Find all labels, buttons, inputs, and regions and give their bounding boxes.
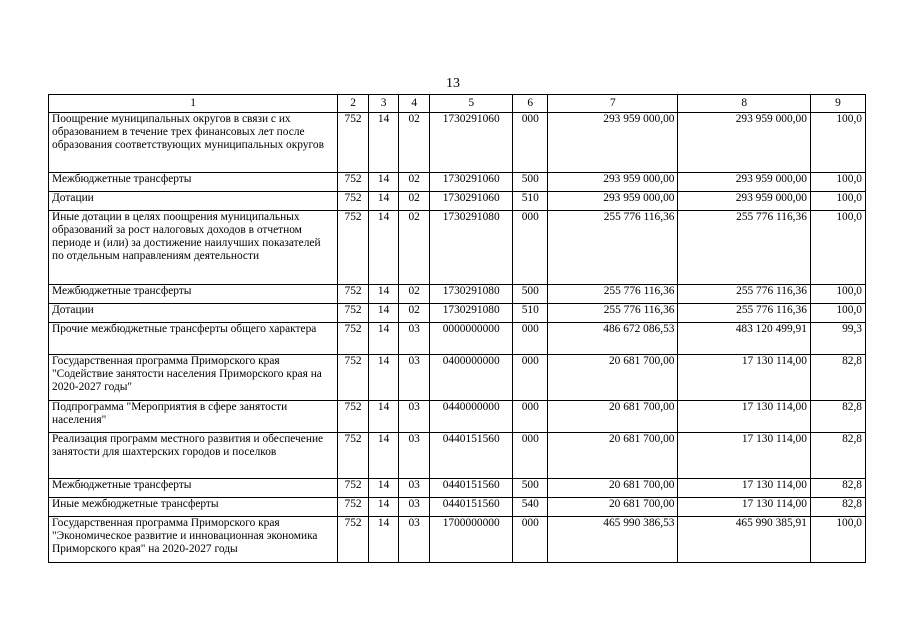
cell-subsection: 03 [399, 517, 430, 563]
cell-ministry-code: 752 [338, 113, 369, 173]
cell-planned: 20 681 700,00 [548, 433, 678, 479]
table-row [49, 304, 866, 323]
column-header: 8 [678, 95, 810, 113]
cell-section: 14 [368, 192, 399, 211]
cell-expense-type: 000 [513, 433, 548, 479]
cell-planned: 255 776 116,36 [548, 304, 678, 323]
cell-executed: 17 130 114,00 [678, 498, 810, 517]
cell-section: 14 [368, 498, 399, 517]
row-name: Иные дотации в целях поощрения муниципальных образований за рост налоговых доходов в отчетном периоде и (или) за достижение наилучших показателей по отдельным направлениям деятельности [49, 211, 338, 285]
column-header: 6 [513, 95, 548, 113]
cell-expense-type: 510 [513, 192, 548, 211]
cell-target-code: 1730291080 [429, 285, 513, 304]
cell-executed: 255 776 116,36 [678, 211, 810, 285]
cell-planned: 293 959 000,00 [548, 113, 678, 173]
cell-executed: 255 776 116,36 [678, 285, 810, 304]
table-row [49, 211, 866, 285]
cell-planned: 20 681 700,00 [548, 479, 678, 498]
cell-subsection: 02 [399, 113, 430, 173]
cell-planned: 20 681 700,00 [548, 355, 678, 401]
cell-planned: 486 672 086,53 [548, 323, 678, 355]
row-name: Поощрение муниципальных округов в связи с их образованием в течение трех финансовых лет после образования соответствующих муниципальных округов [49, 113, 338, 173]
cell-executed: 17 130 114,00 [678, 479, 810, 498]
cell-executed: 293 959 000,00 [678, 173, 810, 192]
cell-section: 14 [368, 323, 399, 355]
table-row [49, 285, 866, 304]
cell-subsection: 02 [399, 304, 430, 323]
cell-expense-type: 500 [513, 479, 548, 498]
row-name: Дотации [49, 304, 338, 323]
row-name: Дотации [49, 192, 338, 211]
cell-target-code: 1730291080 [429, 304, 513, 323]
table-row [49, 498, 866, 517]
cell-section: 14 [368, 173, 399, 192]
cell-subsection: 03 [399, 401, 430, 433]
cell-planned: 20 681 700,00 [548, 401, 678, 433]
table-row [49, 192, 866, 211]
column-header: 2 [338, 95, 369, 113]
cell-expense-type: 500 [513, 285, 548, 304]
cell-target-code: 1730291080 [429, 211, 513, 285]
cell-subsection: 02 [399, 192, 430, 211]
cell-ministry-code: 752 [338, 401, 369, 433]
cell-executed: 293 959 000,00 [678, 113, 810, 173]
cell-subsection: 03 [399, 355, 430, 401]
cell-section: 14 [368, 517, 399, 563]
cell-percent: 100,0 [810, 304, 865, 323]
cell-subsection: 03 [399, 433, 430, 479]
cell-percent: 100,0 [810, 211, 865, 285]
cell-subsection: 03 [399, 479, 430, 498]
cell-ministry-code: 752 [338, 498, 369, 517]
cell-expense-type: 000 [513, 211, 548, 285]
cell-target-code: 0400000000 [429, 355, 513, 401]
cell-executed: 293 959 000,00 [678, 192, 810, 211]
cell-percent: 100,0 [810, 517, 865, 563]
cell-ministry-code: 752 [338, 304, 369, 323]
cell-executed: 17 130 114,00 [678, 355, 810, 401]
table-row [49, 517, 866, 563]
cell-ministry-code: 752 [338, 517, 369, 563]
cell-subsection: 02 [399, 173, 430, 192]
table-row [49, 479, 866, 498]
cell-expense-type: 540 [513, 498, 548, 517]
cell-ministry-code: 752 [338, 211, 369, 285]
cell-target-code: 0440151560 [429, 498, 513, 517]
cell-percent: 82,8 [810, 355, 865, 401]
cell-ministry-code: 752 [338, 355, 369, 401]
cell-percent: 100,0 [810, 113, 865, 173]
cell-section: 14 [368, 211, 399, 285]
cell-planned: 20 681 700,00 [548, 498, 678, 517]
cell-ministry-code: 752 [338, 433, 369, 479]
cell-planned: 465 990 386,53 [548, 517, 678, 563]
cell-expense-type: 510 [513, 304, 548, 323]
cell-section: 14 [368, 433, 399, 479]
cell-ministry-code: 752 [338, 173, 369, 192]
cell-section: 14 [368, 113, 399, 173]
cell-target-code: 1730291060 [429, 113, 513, 173]
cell-executed: 17 130 114,00 [678, 433, 810, 479]
cell-section: 14 [368, 285, 399, 304]
budget-table [48, 94, 866, 563]
cell-section: 14 [368, 479, 399, 498]
cell-executed: 483 120 499,91 [678, 323, 810, 355]
cell-subsection: 03 [399, 498, 430, 517]
cell-executed: 17 130 114,00 [678, 401, 810, 433]
cell-ministry-code: 752 [338, 285, 369, 304]
row-name: Межбюджетные трансферты [49, 479, 338, 498]
cell-subsection: 02 [399, 285, 430, 304]
row-name: Реализация программ местного развития и обеспечение занятости для шахтерских городов и поселков [49, 433, 338, 479]
cell-target-code: 0440151560 [429, 479, 513, 498]
cell-target-code: 1700000000 [429, 517, 513, 563]
cell-expense-type: 000 [513, 401, 548, 433]
cell-executed: 465 990 385,91 [678, 517, 810, 563]
row-name: Межбюджетные трансферты [49, 285, 338, 304]
table-row [49, 433, 866, 479]
row-name: Государственная программа Приморского края "Содействие занятости населения Приморского края на 2020-2027 годы" [49, 355, 338, 401]
cell-planned: 255 776 116,36 [548, 211, 678, 285]
cell-expense-type: 000 [513, 323, 548, 355]
column-header: 1 [49, 95, 338, 113]
cell-percent: 100,0 [810, 173, 865, 192]
cell-percent: 82,8 [810, 401, 865, 433]
cell-planned: 255 776 116,36 [548, 285, 678, 304]
cell-target-code: 0440000000 [429, 401, 513, 433]
cell-percent: 82,8 [810, 479, 865, 498]
row-name: Прочие межбюджетные трансферты общего характера [49, 323, 338, 355]
cell-percent: 82,8 [810, 433, 865, 479]
cell-planned: 293 959 000,00 [548, 192, 678, 211]
cell-expense-type: 000 [513, 113, 548, 173]
cell-subsection: 03 [399, 323, 430, 355]
cell-section: 14 [368, 401, 399, 433]
row-name: Подпрограмма "Мероприятия в сфере занятости населения" [49, 401, 338, 433]
column-header: 5 [429, 95, 513, 113]
cell-ministry-code: 752 [338, 192, 369, 211]
cell-percent: 100,0 [810, 192, 865, 211]
cell-target-code: 0440151560 [429, 433, 513, 479]
column-header: 4 [399, 95, 430, 113]
cell-executed: 255 776 116,36 [678, 304, 810, 323]
table-row [49, 355, 866, 401]
row-name: Межбюджетные трансферты [49, 173, 338, 192]
cell-section: 14 [368, 304, 399, 323]
page-number: 13 [446, 76, 460, 91]
column-header: 9 [810, 95, 865, 113]
table-row [49, 323, 866, 355]
cell-ministry-code: 752 [338, 479, 369, 498]
column-header: 7 [548, 95, 678, 113]
cell-target-code: 1730291060 [429, 192, 513, 211]
cell-target-code: 0000000000 [429, 323, 513, 355]
cell-expense-type: 000 [513, 517, 548, 563]
table-row [49, 401, 866, 433]
cell-expense-type: 000 [513, 355, 548, 401]
table-row [49, 113, 866, 173]
cell-target-code: 1730291060 [429, 173, 513, 192]
cell-subsection: 02 [399, 211, 430, 285]
cell-percent: 82,8 [810, 498, 865, 517]
row-name: Государственная программа Приморского края "Экономическое развитие и инновационная экономика Приморского края" на 2020-2027 годы [49, 517, 338, 563]
cell-planned: 293 959 000,00 [548, 173, 678, 192]
cell-ministry-code: 752 [338, 323, 369, 355]
cell-percent: 100,0 [810, 285, 865, 304]
row-name: Иные межбюджетные трансферты [49, 498, 338, 517]
table-row [49, 173, 866, 192]
column-header: 3 [368, 95, 399, 113]
cell-section: 14 [368, 355, 399, 401]
cell-percent: 99,3 [810, 323, 865, 355]
header-row [49, 95, 866, 113]
cell-expense-type: 500 [513, 173, 548, 192]
